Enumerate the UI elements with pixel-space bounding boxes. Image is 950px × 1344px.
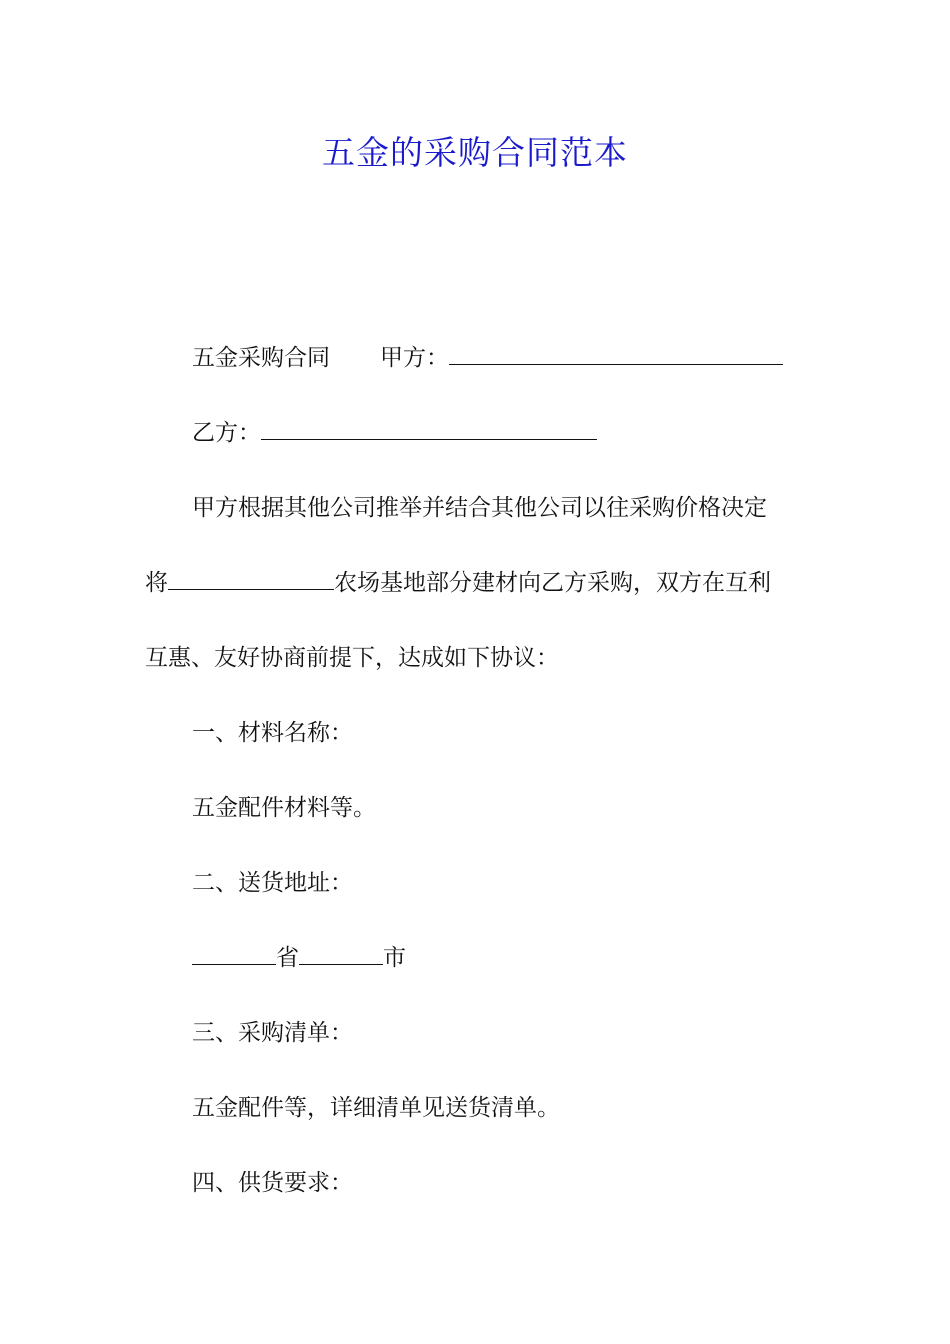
section-2-heading: 二、送货地址： — [192, 870, 353, 896]
intro-line-2-prefix: 将 — [145, 570, 168, 596]
address-line — [192, 938, 406, 978]
intro-line-3: 互惠、友好协商前提下，达成如下协议： — [145, 645, 559, 671]
contract-label: 五金采购合同 — [192, 345, 330, 371]
section-1-heading: 一、材料名称： — [192, 720, 353, 746]
contract-header-line — [192, 338, 783, 378]
party-a-blank — [449, 342, 783, 365]
section-4-heading: 四、供货要求： — [192, 1170, 353, 1196]
party-a-label: 甲方： — [380, 345, 449, 371]
document-title: 五金的采购合同范本 — [322, 133, 628, 172]
party-b-label: 乙方： — [192, 420, 261, 446]
intro-line-2 — [145, 563, 771, 603]
intro-line-2-suffix: 农场基地部分建材向乙方采购，双方在互利 — [334, 570, 771, 596]
location-blank — [168, 567, 334, 590]
province-label: 省 — [276, 945, 299, 971]
section-3-heading: 三、采购清单： — [192, 1020, 353, 1046]
party-b-blank — [261, 417, 597, 440]
province-blank — [192, 942, 276, 965]
section-1-body: 五金配件材料等。 — [192, 795, 376, 821]
section-3-body: 五金配件等，详细清单见送货清单。 — [192, 1095, 560, 1121]
intro-line-1: 甲方根据其他公司推举并结合其他公司以往采购价格决定 — [192, 495, 767, 521]
city-label: 市 — [383, 945, 406, 971]
city-blank — [299, 942, 383, 965]
party-b-line — [192, 413, 597, 453]
